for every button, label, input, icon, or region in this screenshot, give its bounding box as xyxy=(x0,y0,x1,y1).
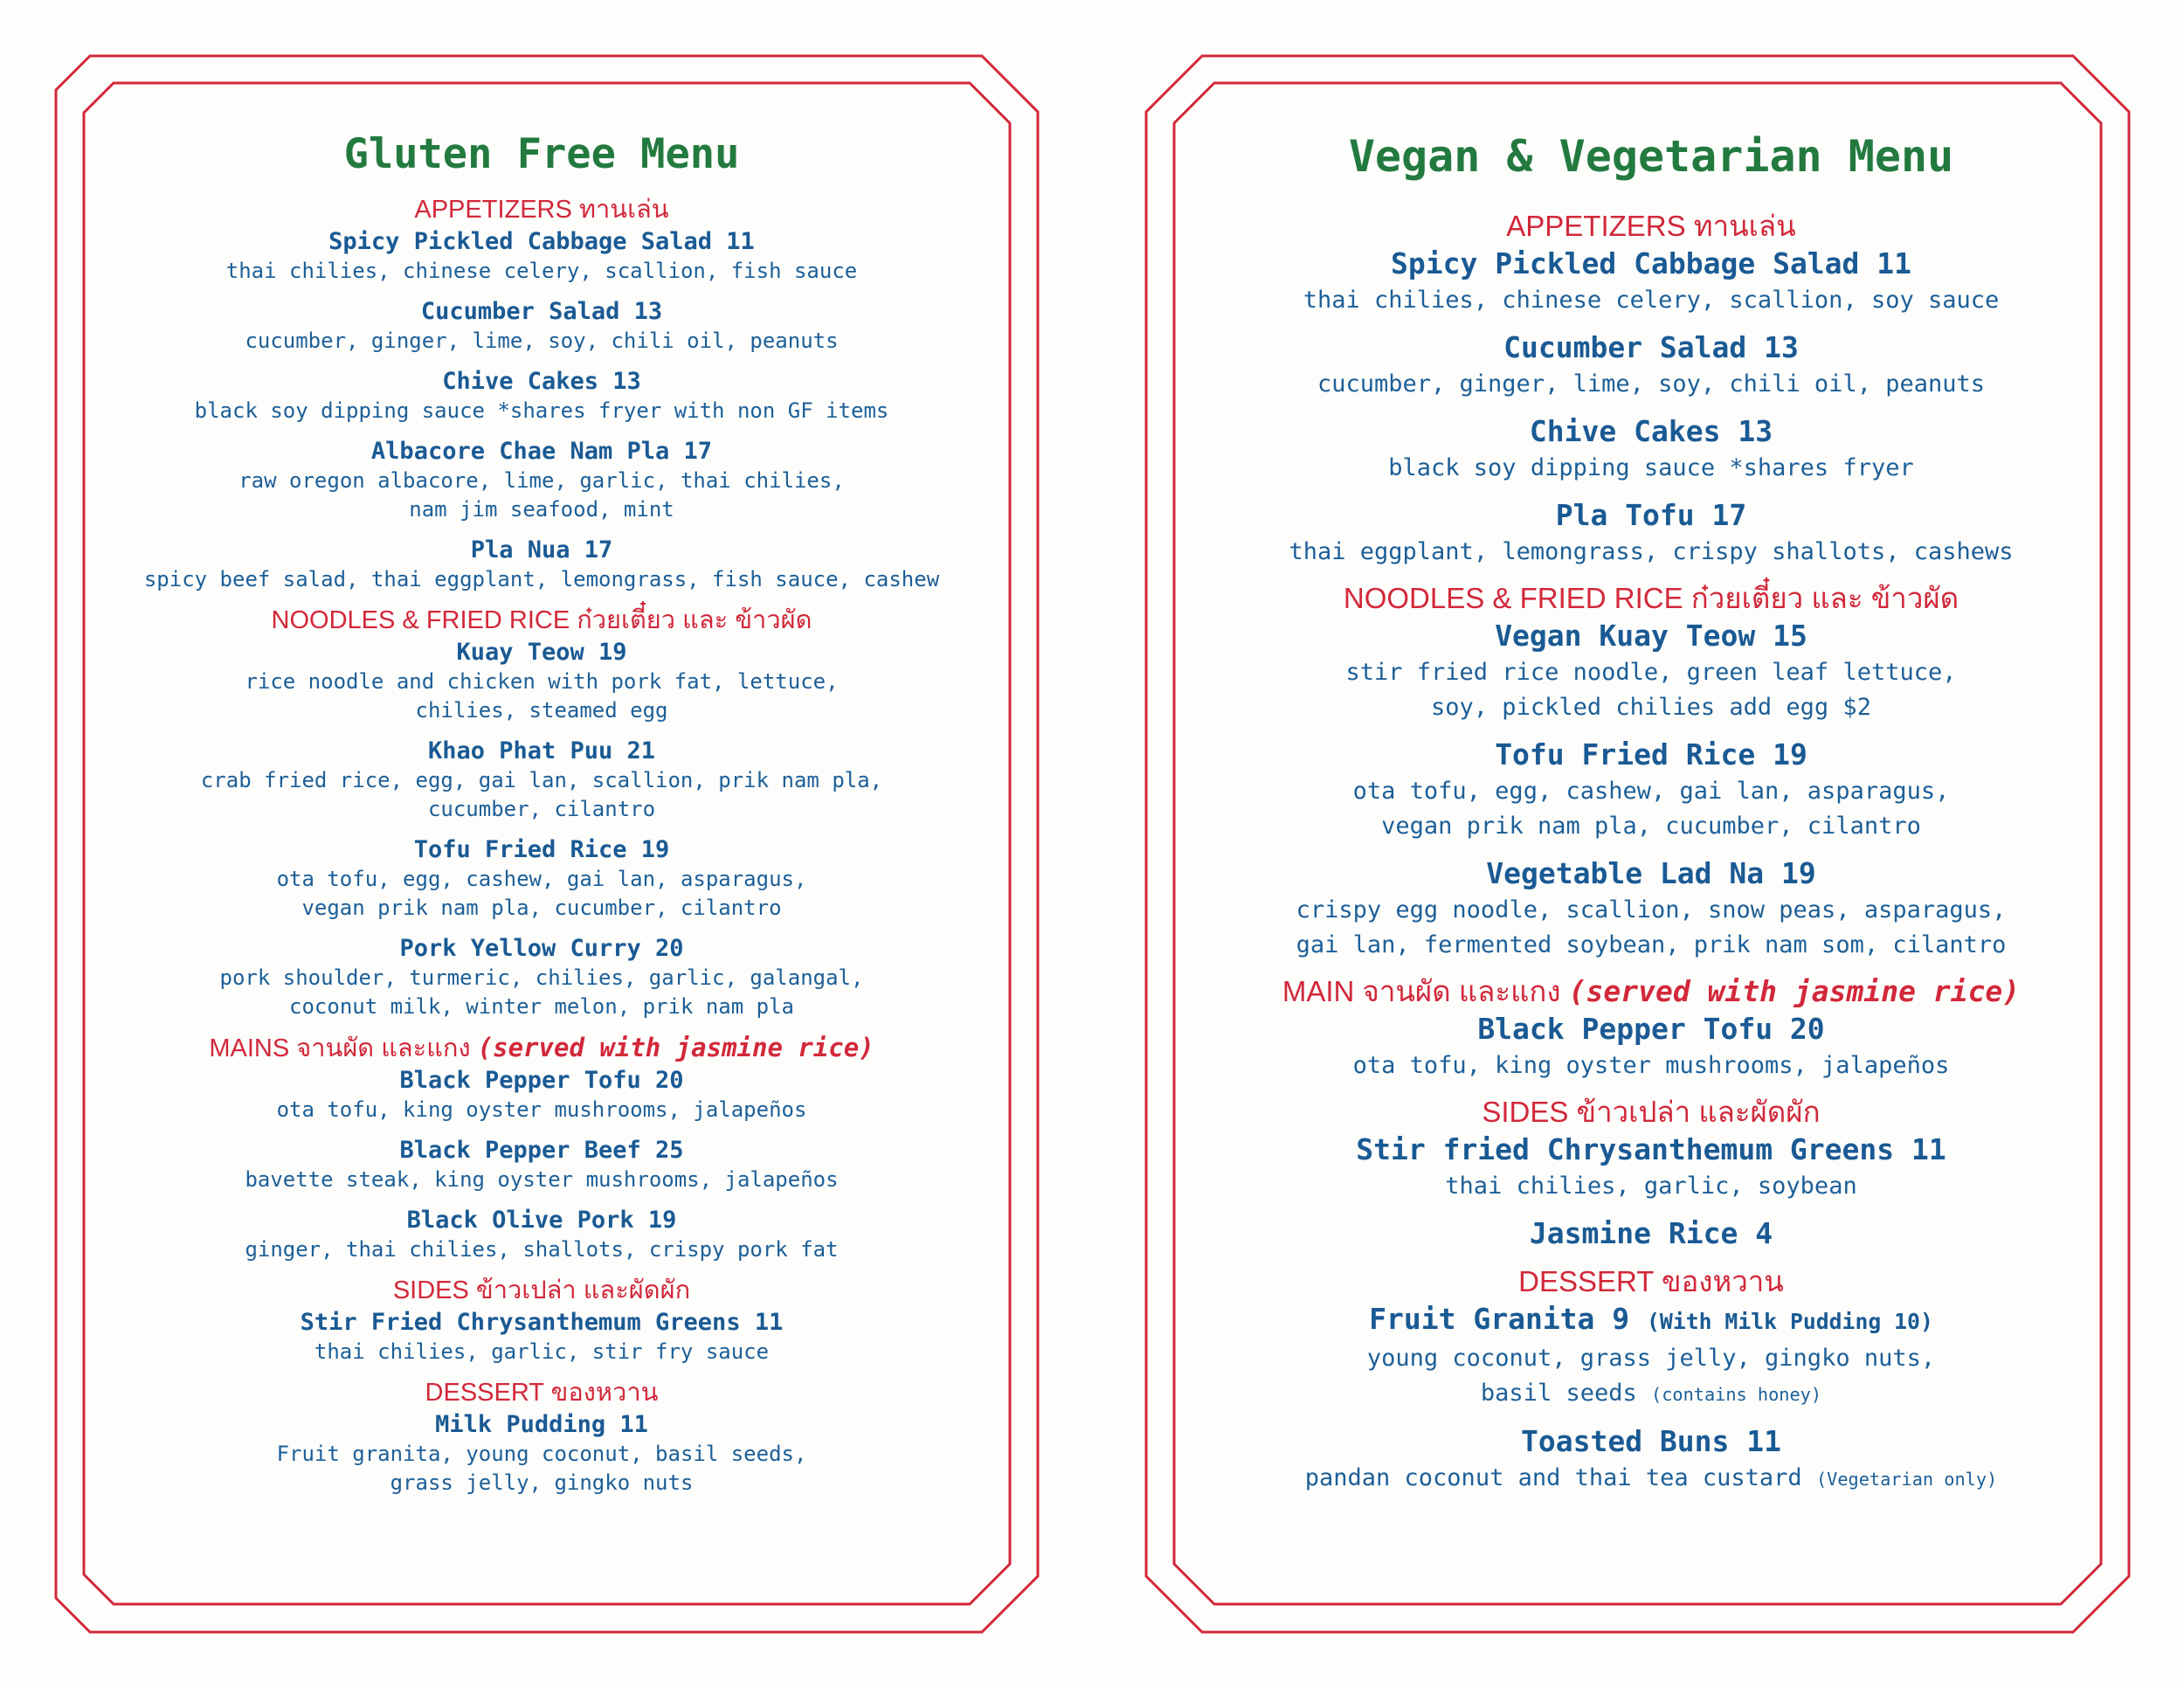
item-description xyxy=(195,397,889,425)
item-description xyxy=(277,1440,807,1469)
item-name xyxy=(1369,1300,1933,1341)
item-name-text: Albacore Chae Nam Pla 17 xyxy=(370,438,713,465)
item-description xyxy=(226,257,857,286)
item-description-text: Fruit granita, young coconut, basil seeds, xyxy=(276,1442,807,1466)
item-description-text: cucumber, ginger, lime, soy, chili oil, peanuts xyxy=(245,329,839,353)
item-name-note: (With Milk Pudding 10) xyxy=(1647,1309,1933,1334)
item-description-text: thai chilies, chinese celery, scallion, soy sauce xyxy=(1303,287,2000,314)
item-description xyxy=(1346,655,1957,690)
item-description-text: vegan prik nam pla, cucumber, cilantro xyxy=(1381,813,1921,840)
item-description-text: ota tofu, king oyster mushrooms, jalapeños xyxy=(1352,1052,1950,1079)
menu-item xyxy=(1241,1131,2062,1204)
item-description xyxy=(245,327,838,356)
item-description-text: soy, pickled chilies add egg $2 xyxy=(1431,694,1871,721)
section-heading-text: NOODLES & FRIED RICE ก๋วยเตี๋ยว และ ข้าวผัด xyxy=(271,606,812,634)
section-heading-text: DESSERT ของหวาน xyxy=(1518,1265,1784,1297)
item-description xyxy=(1353,1048,1950,1083)
item-description xyxy=(1445,1169,1856,1204)
item-name xyxy=(1495,736,1807,774)
item-name xyxy=(421,296,662,327)
menu-item xyxy=(1241,1214,2062,1253)
menu-item xyxy=(118,933,965,1021)
item-name-text: Jasmine Rice 4 xyxy=(1529,1216,1773,1250)
item-name xyxy=(435,1409,648,1440)
item-description xyxy=(409,495,674,524)
item-name xyxy=(301,1307,784,1338)
section-heading-text: MAIN จานผัด และแกง xyxy=(1282,975,1561,1007)
item-name-text: Khao Phat Puu 21 xyxy=(427,737,656,764)
section-heading xyxy=(1344,580,1959,617)
item-description xyxy=(277,865,807,894)
item-description xyxy=(1353,774,1950,809)
item-name xyxy=(1521,1422,1781,1461)
section-heading xyxy=(425,1377,659,1409)
item-description xyxy=(1296,928,2007,963)
section-heading xyxy=(414,194,668,226)
item-name-text: Stir Fried Chrysanthemum Greens 11 xyxy=(300,1309,784,1336)
menu-item xyxy=(1241,1010,2062,1083)
item-name-text: Tofu Fried Rice 19 xyxy=(413,836,670,863)
item-description-text: grass jelly, gingko nuts xyxy=(390,1470,694,1495)
item-name xyxy=(407,1205,677,1235)
item-description xyxy=(1289,535,2013,570)
section-heading-note: (served with jasmine rice) xyxy=(1568,974,2021,1008)
menu-item xyxy=(1241,329,2062,402)
item-description-text: rice noodle and chicken with pork fat, lettuce, xyxy=(245,669,839,694)
item-description-text: pork shoulder, turmeric, chilies, garlic, galangal, xyxy=(219,965,864,990)
item-name xyxy=(1503,329,1799,367)
item-name xyxy=(399,933,683,964)
item-description xyxy=(201,766,882,795)
item-description-text: basil seeds xyxy=(1480,1380,1637,1407)
item-name xyxy=(1530,412,1773,451)
item-description-text: bavette steak, king oyster mushrooms, jalapeños xyxy=(245,1167,839,1192)
item-description-text: nam jim seafood, mint xyxy=(409,497,674,522)
item-description-text: spicy beef salad, thai eggplant, lemongrass, fish sauce, cashew xyxy=(143,567,940,591)
item-description xyxy=(1305,1461,1997,1497)
item-description-text: ota tofu, egg, cashew, gai lan, asparagus, xyxy=(276,867,807,891)
menu-item xyxy=(118,1409,965,1498)
item-description-text: ota tofu, king oyster mushrooms, jalapeños xyxy=(276,1097,807,1122)
section-heading-text: APPETIZERS ทานเล่น xyxy=(1506,210,1796,242)
item-name-text: Black Pepper Beef 25 xyxy=(399,1137,684,1164)
menu-item xyxy=(118,226,965,286)
item-name xyxy=(456,637,626,668)
item-description-text: thai chilies, garlic, soybean xyxy=(1445,1173,1857,1200)
section-heading xyxy=(1518,1263,1784,1300)
item-description-text: ginger, thai chilies, shallots, crispy pork fat xyxy=(245,1237,839,1262)
item-name xyxy=(414,834,670,865)
item-description-text: black soy dipping sauce *shares fryer xyxy=(1388,454,1914,481)
item-name xyxy=(1530,1214,1773,1253)
item-name xyxy=(1477,1010,1824,1048)
item-description-note: (contains honey) xyxy=(1651,1384,1822,1405)
item-name-text: Pork Yellow Curry 20 xyxy=(399,935,684,962)
item-name-text: Stir fried Chrysanthemum Greens 11 xyxy=(1356,1132,1946,1166)
menu-item xyxy=(1241,617,2062,725)
gluten-free-menu xyxy=(118,131,965,1508)
item-description-text: pandan coconut and thai tea custard xyxy=(1304,1464,1802,1491)
menu-title: Gluten Free Menu xyxy=(343,130,740,178)
item-description-text: black soy dipping sauce *shares fryer with non GF items xyxy=(194,398,889,423)
item-description-text: vegan prik nam pla, cucumber, cilantro xyxy=(301,896,782,920)
section-heading-text: DESSERT ของหวาน xyxy=(425,1379,659,1407)
item-name-text: Milk Pudding 11 xyxy=(435,1411,648,1438)
item-name-text: Black Pepper Tofu 20 xyxy=(399,1067,684,1094)
item-name-text: Tofu Fried Rice 19 xyxy=(1495,737,1807,771)
item-name xyxy=(328,226,755,257)
item-description xyxy=(289,993,794,1021)
item-description xyxy=(1317,367,1985,402)
menu-item xyxy=(118,1135,965,1194)
item-description-text: raw oregon albacore, lime, garlic, thai chilies, xyxy=(238,468,845,493)
menu-item xyxy=(118,1205,965,1264)
item-name xyxy=(471,535,613,565)
item-name-text: Cucumber Salad 13 xyxy=(1503,330,1799,364)
item-name-text: Vegan Kuay Teow 15 xyxy=(1495,619,1807,653)
item-description xyxy=(1431,690,1871,725)
item-description-text: thai chilies, chinese celery, scallion, fish sauce xyxy=(225,259,858,283)
item-name-text: Fruit Granita 9 xyxy=(1369,1302,1630,1336)
item-name xyxy=(1356,1131,1946,1169)
menu-item xyxy=(118,366,965,425)
item-description xyxy=(245,668,838,696)
item-description xyxy=(1303,283,2000,318)
item-name xyxy=(399,1065,683,1096)
item-name-text: Pla Tofu 17 xyxy=(1555,498,1747,532)
item-name-text: Spicy Pickled Cabbage Salad 11 xyxy=(1390,246,1912,280)
item-description xyxy=(144,565,939,594)
menu-item xyxy=(1241,1300,2062,1412)
item-description-text: crab fried rice, egg, gai lan, scallion, prik nam pla, xyxy=(200,768,883,792)
menu-item xyxy=(1241,245,2062,318)
item-description xyxy=(314,1338,769,1366)
section-heading-text: MAINS จานผัด และแกง xyxy=(209,1034,471,1062)
item-description xyxy=(277,1096,807,1124)
item-name xyxy=(399,1135,683,1166)
item-name-text: Kuay Teow 19 xyxy=(456,639,627,666)
menu-item xyxy=(1241,412,2062,486)
item-name-text: Black Olive Pork 19 xyxy=(406,1207,677,1234)
item-description xyxy=(1388,451,1913,486)
item-name xyxy=(371,436,712,467)
item-name xyxy=(1495,617,1807,655)
item-description-text: gai lan, fermented soybean, prik nam som, cilantro xyxy=(1296,931,2007,958)
item-description xyxy=(238,467,845,495)
item-name xyxy=(1556,496,1747,535)
item-description-text: cucumber, cilantro xyxy=(427,797,656,821)
item-description xyxy=(1481,1376,1821,1412)
item-name xyxy=(442,366,641,397)
item-name-text: Chive Cakes 13 xyxy=(1529,414,1773,448)
item-name-text: Cucumber Salad 13 xyxy=(420,298,663,325)
menu-item xyxy=(118,535,965,594)
section-heading xyxy=(393,1275,690,1307)
menu-item xyxy=(1241,1422,2062,1497)
item-description xyxy=(390,1469,694,1498)
item-description-text: crispy egg noodle, scallion, snow peas, asparagus, xyxy=(1296,896,2007,924)
menu-item xyxy=(1241,496,2062,570)
section-heading xyxy=(272,605,812,637)
item-description xyxy=(301,894,781,923)
section-heading xyxy=(1506,208,1795,245)
section-heading xyxy=(1482,1094,1820,1131)
item-name-text: Toasted Buns 11 xyxy=(1520,1424,1781,1458)
item-description xyxy=(428,795,655,824)
item-name xyxy=(1486,854,1816,893)
item-description xyxy=(1381,809,1921,844)
section-heading xyxy=(1282,973,2020,1010)
item-description xyxy=(245,1166,838,1194)
item-description-text: chilies, steamed egg xyxy=(415,698,668,723)
item-name xyxy=(428,736,655,766)
item-name-text: Black Pepper Tofu 20 xyxy=(1477,1012,1825,1046)
item-name-text: Chive Cakes 13 xyxy=(442,368,641,395)
menu-item xyxy=(118,1065,965,1124)
item-name xyxy=(1391,245,1911,283)
section-heading-text: NOODLES & FRIED RICE ก๋วยเตี๋ยว และ ข้าวผัด xyxy=(1343,582,1959,614)
vegan-vegetarian-menu xyxy=(1241,131,2062,1507)
menu-title: Vegan & Vegetarian Menu xyxy=(1348,131,1954,182)
menu-item xyxy=(118,1307,965,1366)
item-name-text: Pla Nua 17 xyxy=(470,536,613,564)
menu-item xyxy=(118,296,965,356)
section-heading-note: (served with jasmine rice) xyxy=(477,1033,874,1062)
section-heading xyxy=(209,1032,874,1065)
item-description xyxy=(245,1235,838,1264)
section-heading-text: SIDES ข้าวเปล่า และผัดผัก xyxy=(392,1276,691,1304)
section-heading-text: APPETIZERS ทานเล่น xyxy=(414,196,669,224)
item-description xyxy=(1296,893,2007,928)
menu-item xyxy=(1241,854,2062,963)
item-description xyxy=(416,696,668,725)
menu-item xyxy=(118,436,965,524)
item-description-text: thai chilies, garlic, stir fry sauce xyxy=(314,1339,770,1364)
item-description xyxy=(1367,1341,1935,1376)
item-description-text: ota tofu, egg, cashew, gai lan, asparagus, xyxy=(1352,778,1950,805)
item-name-text: Vegetable Lad Na 19 xyxy=(1486,856,1816,890)
item-description xyxy=(220,964,864,993)
menu-item xyxy=(118,637,965,725)
item-description-note: (Vegetarian only) xyxy=(1815,1469,1998,1490)
menu-item xyxy=(118,736,965,824)
item-description-text: cucumber, ginger, lime, soy, chili oil, peanuts xyxy=(1317,370,1985,398)
item-name-text: Spicy Pickled Cabbage Salad 11 xyxy=(328,228,755,255)
item-description-text: thai eggplant, lemongrass, crispy shallots, cashews xyxy=(1289,538,2014,565)
item-description-text: stir fried rice noodle, green leaf lettuce, xyxy=(1345,659,1957,686)
menu-item xyxy=(118,834,965,923)
section-heading-text: SIDES ข้าวเปล่า และผัดผัก xyxy=(1482,1096,1821,1128)
menu-item xyxy=(1241,736,2062,844)
item-description-text: coconut milk, winter melon, prik nam pla xyxy=(289,994,794,1019)
item-description-text: young coconut, grass jelly, gingko nuts, xyxy=(1366,1345,1936,1372)
